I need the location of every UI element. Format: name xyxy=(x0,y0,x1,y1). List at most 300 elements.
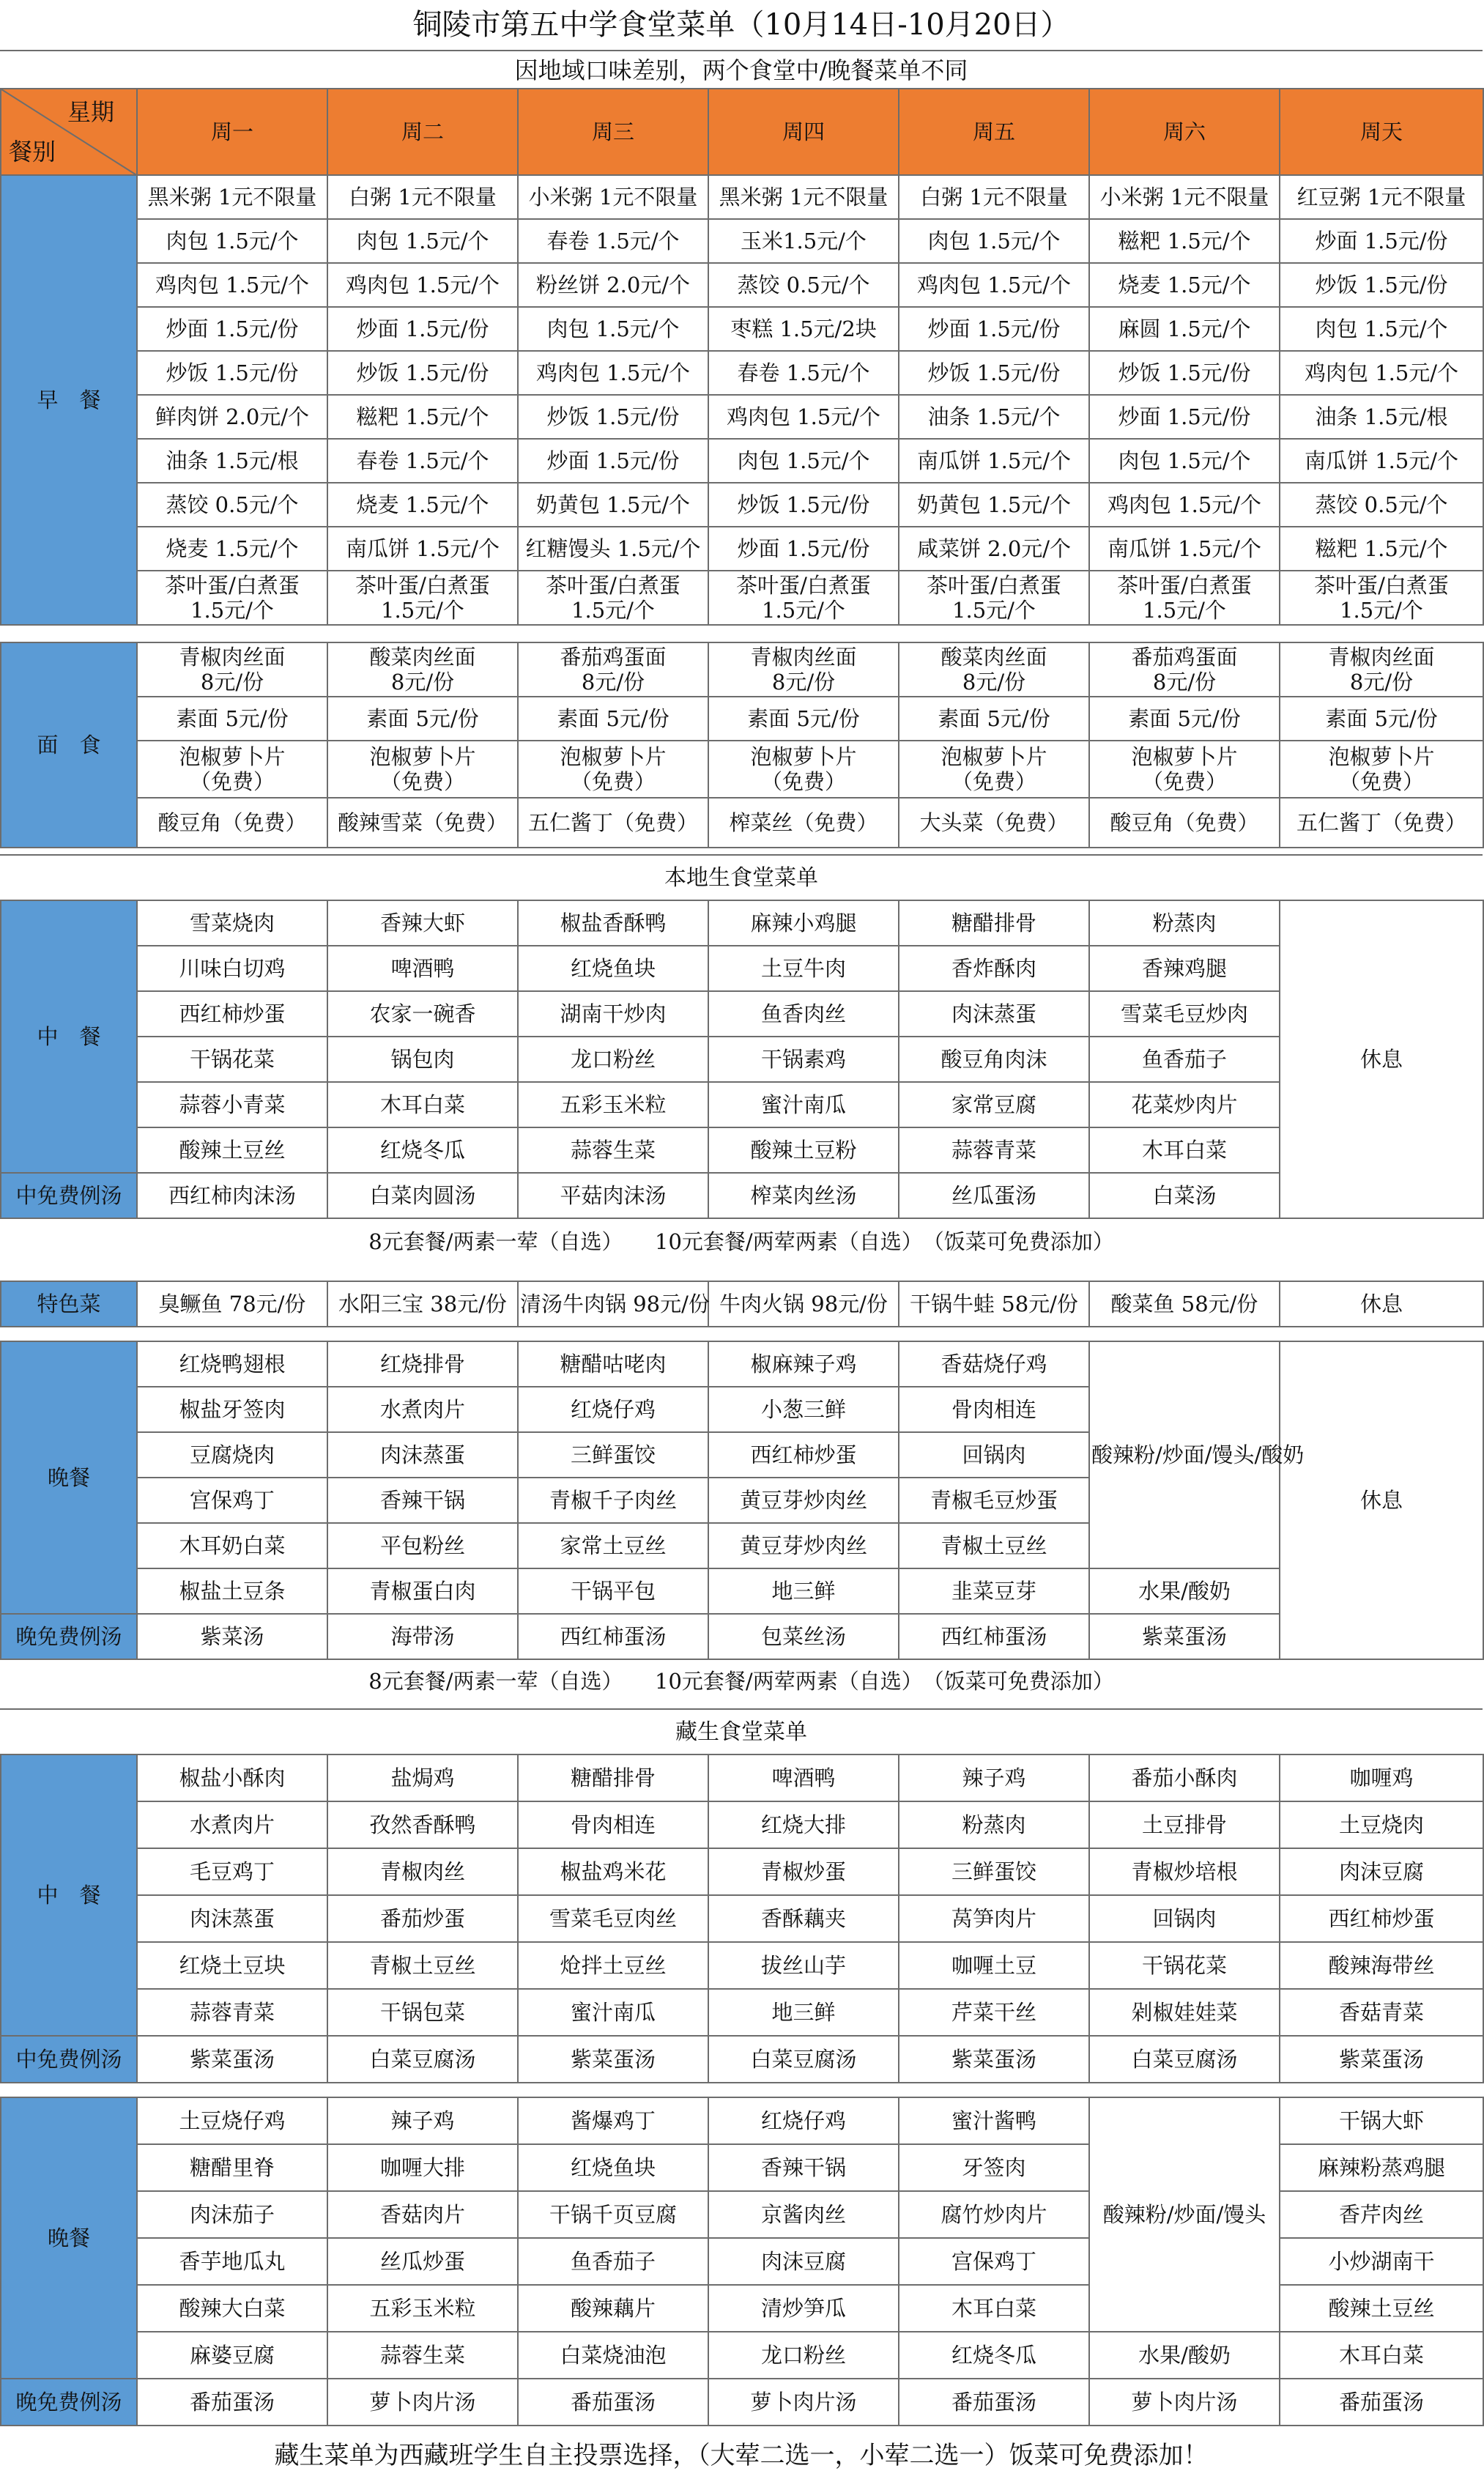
local-lunch-soup: 榨菜肉丝汤 xyxy=(708,1173,899,1218)
tibet-dinner-soup: 番茄蛋汤 xyxy=(137,2379,327,2426)
breakfast-egg-item xyxy=(1280,571,1483,625)
cell-line: 8元/份 xyxy=(1349,670,1414,694)
day-header: 周二 xyxy=(327,89,518,175)
cell-line: （免费） xyxy=(1141,769,1227,794)
noodle-item xyxy=(899,642,1089,697)
local-lunch-dish: 土豆牛肉 xyxy=(708,946,899,991)
breakfast-item: 糍粑 1.5元/个 xyxy=(1280,527,1483,571)
local-lunch-soup: 丝瓜蛋汤 xyxy=(899,1173,1089,1218)
local-dinner-soup: 紫菜蛋汤 xyxy=(1089,1614,1280,1659)
tibet-lunch-dish: 水煮肉片 xyxy=(137,1801,327,1848)
local-lunch-dish: 香辣鸡腿 xyxy=(1089,946,1280,991)
day-header: 周四 xyxy=(708,89,899,175)
tibet-dinner-dish: 肉沫茄子 xyxy=(137,2191,327,2238)
local-dinner-dish: 椒盐牙签肉 xyxy=(137,1387,327,1432)
tibet-lunch-dish: 酸辣海带丝 xyxy=(1280,1942,1483,1989)
tibet-lunch-dish: 肉沫蒸蛋 xyxy=(137,1895,327,1942)
local-dinner-dish: 地三鲜 xyxy=(708,1568,899,1614)
breakfast-item: 油条 1.5元/根 xyxy=(137,439,327,483)
local-lunch-dish: 蒜蓉生菜 xyxy=(518,1127,708,1173)
special-dish: 干锅牛蛙 58元/份 xyxy=(899,1281,1089,1327)
tibet-dinner-dish: 红烧冬瓜 xyxy=(899,2332,1089,2379)
local-dinner-dish: 红烧鸭翅根 xyxy=(137,1341,327,1387)
local-lunch-rest: 休息 xyxy=(1280,900,1483,1218)
breakfast-item: 枣糕 1.5元/2块 xyxy=(708,307,899,351)
local-canteen-heading: 本地生食堂菜单 xyxy=(0,854,1483,900)
breakfast-item: 咸菜饼 2.0元/个 xyxy=(899,527,1089,571)
tibet-lunch-dish: 雪菜毛豆肉丝 xyxy=(518,1895,708,1942)
cell-line: 1.5元/个 xyxy=(1340,598,1423,623)
breakfast-item: 蒸饺 0.5元/个 xyxy=(708,263,899,307)
cell-line: 青椒肉丝面 xyxy=(1328,645,1435,670)
day-header: 周三 xyxy=(518,89,708,175)
cell-line: 茶叶蛋/白煮蛋 xyxy=(1314,573,1449,598)
tibet-dinner-saturday-fruit: 水果/酸奶 xyxy=(1089,2332,1280,2379)
tibet-lunch-soup: 白菜豆腐汤 xyxy=(708,2036,899,2083)
local-dinner-dish: 青椒毛豆炒蛋 xyxy=(899,1478,1089,1523)
local-lunch-dish: 粉蒸肉 xyxy=(1089,900,1280,946)
breakfast-table xyxy=(0,88,1484,626)
local-dinner-soup: 紫菜汤 xyxy=(137,1614,327,1659)
noodle-item xyxy=(708,642,899,697)
cell-line: （免费） xyxy=(570,769,656,794)
tibet-dinner-dish: 香菇肉片 xyxy=(327,2191,518,2238)
local-lunch-dish: 香辣大虾 xyxy=(327,900,518,946)
local-dinner-dish: 肉沫蒸蛋 xyxy=(327,1432,518,1478)
plain-noodle-item: 素面 5元/份 xyxy=(1089,697,1280,741)
tibet-dinner-soup: 萝卜肉片汤 xyxy=(708,2379,899,2426)
local-dinner-dish: 家常土豆丝 xyxy=(518,1523,708,1568)
cell-line: 茶叶蛋/白煮蛋 xyxy=(165,573,300,598)
side-dish-item: 五仁酱丁（免费） xyxy=(518,798,708,848)
breakfast-item: 蒸饺 0.5元/个 xyxy=(137,483,327,527)
local-lunch-dish: 椒盐香酥鸭 xyxy=(518,900,708,946)
local-dinner-dish: 豆腐烧肉 xyxy=(137,1432,327,1478)
local-lunch-soup: 白菜汤 xyxy=(1089,1173,1280,1218)
tibet-lunch-dish: 土豆烧肉 xyxy=(1280,1801,1483,1848)
cell-line: 泡椒萝卜片 xyxy=(179,744,286,769)
breakfast-item: 炒饭 1.5元/份 xyxy=(899,351,1089,395)
tibet-dinner-dish: 蒜蓉生菜 xyxy=(327,2332,518,2379)
breakfast-item: 烧麦 1.5元/个 xyxy=(1089,263,1280,307)
side-dish-item: 酸辣雪菜（免费） xyxy=(327,798,518,848)
cell-line: （免费） xyxy=(1338,769,1424,794)
breakfast-item: 糍粑 1.5元/个 xyxy=(327,395,518,439)
cell-line: 1.5元/个 xyxy=(381,598,464,623)
cell-line: 1.5元/个 xyxy=(190,598,274,623)
tibet-lunch-dish: 粉蒸肉 xyxy=(899,1801,1089,1848)
special-dish: 臭鳜鱼 78元/份 xyxy=(137,1281,327,1327)
cell-line: 泡椒萝卜片 xyxy=(560,744,667,769)
tibet-lunch-table xyxy=(0,1754,1484,2083)
side-dish-item: 酸豆角（免费） xyxy=(137,798,327,848)
tibet-dinner-dish: 木耳白菜 xyxy=(1280,2332,1483,2379)
tibet-lunch-dish: 骨肉相连 xyxy=(518,1801,708,1848)
breakfast-egg-item xyxy=(1089,571,1280,625)
breakfast-item: 奶黄包 1.5元/个 xyxy=(518,483,708,527)
tibet-lunch-dish: 剁椒娃娃菜 xyxy=(1089,1989,1280,2036)
cell-line: 番茄鸡蛋面 xyxy=(1131,645,1238,670)
tibet-lunch-dish: 干锅包菜 xyxy=(327,1989,518,2036)
breakfast-item: 炒饭 1.5元/份 xyxy=(137,351,327,395)
cell-line: 茶叶蛋/白煮蛋 xyxy=(546,573,680,598)
tibet-lunch-dish: 椒盐小酥肉 xyxy=(137,1754,327,1801)
cell-line: 泡椒萝卜片 xyxy=(750,744,857,769)
local-lunch-dish: 鱼香茄子 xyxy=(1089,1037,1280,1082)
local-dinner-dish: 椒麻辣子鸡 xyxy=(708,1341,899,1387)
tibet-dinner-dish: 麻辣粉蒸鸡腿 xyxy=(1280,2144,1483,2191)
tibet-dinner-label: 晚餐 xyxy=(1,2097,137,2379)
breakfast-item: 炒面 1.5元/份 xyxy=(137,307,327,351)
local-lunch-dish: 川味白切鸡 xyxy=(137,946,327,991)
breakfast-item: 南瓜饼 1.5元/个 xyxy=(1089,527,1280,571)
pickle-item xyxy=(327,741,518,798)
local-lunch-soup-label: 中免费例汤 xyxy=(1,1173,137,1218)
plain-noodle-item: 素面 5元/份 xyxy=(137,697,327,741)
local-lunch-dish: 干锅素鸡 xyxy=(708,1037,899,1082)
page-subtitle: 因地域口味差别，两个食堂中/晚餐菜单不同 xyxy=(0,50,1483,88)
breakfast-item: 鸡肉包 1.5元/个 xyxy=(1280,351,1483,395)
local-dinner-dish: 平包粉丝 xyxy=(327,1523,518,1568)
local-dinner-dish: 椒盐土豆条 xyxy=(137,1568,327,1614)
breakfast-item: 麻圆 1.5元/个 xyxy=(1089,307,1280,351)
local-dinner-soup: 西红柿蛋汤 xyxy=(518,1614,708,1659)
tibet-dinner-dish: 香辣干锅 xyxy=(708,2144,899,2191)
breakfast-item: 奶黄包 1.5元/个 xyxy=(899,483,1089,527)
tibet-dinner-soup: 番茄蛋汤 xyxy=(899,2379,1089,2426)
tibet-dinner-dish: 干锅千页豆腐 xyxy=(518,2191,708,2238)
tibet-dinner-dish: 土豆烧仔鸡 xyxy=(137,2097,327,2144)
tibet-dinner-dish: 丝瓜炒蛋 xyxy=(327,2238,518,2285)
breakfast-item: 肉包 1.5元/个 xyxy=(518,307,708,351)
breakfast-item: 鲜肉饼 2.0元/个 xyxy=(137,395,327,439)
cell-line: 酸菜肉丝面 xyxy=(941,645,1047,670)
local-dinner-dish: 香菇烧仔鸡 xyxy=(899,1341,1089,1387)
breakfast-item: 肉包 1.5元/个 xyxy=(1089,439,1280,483)
tibet-lunch-dish: 青椒炒蛋 xyxy=(708,1848,899,1895)
tibet-dinner-dish: 五彩玉米粒 xyxy=(327,2285,518,2332)
local-lunch-dish: 雪菜毛豆炒肉 xyxy=(1089,991,1280,1037)
tibet-lunch-soup: 紫菜蛋汤 xyxy=(1280,2036,1483,2083)
local-set-meal-note-2: 8元套餐/两素一荤（自选） 10元套餐/两荤两素（自选） （饭菜可免费添加） xyxy=(368,1669,1114,1694)
local-lunch-soup: 平菇肉沫汤 xyxy=(518,1173,708,1218)
breakfast-item: 炒饭 1.5元/份 xyxy=(327,351,518,395)
breakfast-item: 油条 1.5元/个 xyxy=(899,395,1089,439)
tibet-dinner-dish: 龙口粉丝 xyxy=(708,2332,899,2379)
local-lunch-dish: 五彩玉米粒 xyxy=(518,1082,708,1127)
tibet-lunch-dish: 土豆排骨 xyxy=(1089,1801,1280,1848)
tibet-lunch-dish: 孜然香酥鸭 xyxy=(327,1801,518,1848)
tibet-lunch-dish: 青椒肉丝 xyxy=(327,1848,518,1895)
tibet-dinner-dish: 酸辣大白菜 xyxy=(137,2285,327,2332)
pickle-item xyxy=(1089,741,1280,798)
local-lunch-dish: 啤酒鸭 xyxy=(327,946,518,991)
tibet-dinner-table xyxy=(0,2097,1484,2426)
local-lunch-dish: 酸辣土豆粉 xyxy=(708,1127,899,1173)
breakfast-egg-item xyxy=(137,571,327,625)
plain-noodle-item: 素面 5元/份 xyxy=(899,697,1089,741)
cell-line: 8元/份 xyxy=(1152,670,1217,694)
local-dinner-dish: 香辣干锅 xyxy=(327,1478,518,1523)
noodle-item xyxy=(1089,642,1280,697)
tibet-lunch-soup-label: 中免费例汤 xyxy=(1,2036,137,2083)
local-dinner-dish: 青椒千子肉丝 xyxy=(518,1478,708,1523)
local-lunch-soup: 白菜肉圆汤 xyxy=(327,1173,518,1218)
breakfast-egg-item xyxy=(327,571,518,625)
local-lunch-dish: 蒜蓉青菜 xyxy=(899,1127,1089,1173)
local-dinner-dish: 韭菜豆芽 xyxy=(899,1568,1089,1614)
local-dinner-soup: 西红柿蛋汤 xyxy=(899,1614,1089,1659)
cell-line: 泡椒萝卜片 xyxy=(1131,744,1238,769)
cell-line: （免费） xyxy=(760,769,846,794)
tibet-dinner-dish: 木耳白菜 xyxy=(899,2285,1089,2332)
tibet-lunch-soup: 紫菜蛋汤 xyxy=(137,2036,327,2083)
tibet-lunch-dish: 毛豆鸡丁 xyxy=(137,1848,327,1895)
tibet-lunch-dish: 干锅花菜 xyxy=(1089,1942,1280,1989)
tibet-dinner-dish: 白菜烧油泡 xyxy=(518,2332,708,2379)
tibet-lunch-dish: 青椒土豆丝 xyxy=(327,1942,518,1989)
tibet-dinner-dish: 红烧仔鸡 xyxy=(708,2097,899,2144)
cell-line: 1.5元/个 xyxy=(1143,598,1226,623)
local-lunch-dish: 肉沫蒸蛋 xyxy=(899,991,1089,1037)
local-lunch-dish: 木耳白菜 xyxy=(327,1082,518,1127)
tibet-lunch-dish: 香菇青菜 xyxy=(1280,1989,1483,2036)
header-corner xyxy=(1,89,137,175)
tibet-lunch-dish: 啤酒鸭 xyxy=(708,1754,899,1801)
cell-line: 8元/份 xyxy=(771,670,836,694)
cell-line: 番茄鸡蛋面 xyxy=(560,645,667,670)
cell-line: 茶叶蛋/白煮蛋 xyxy=(927,573,1061,598)
breakfast-item: 肉包 1.5元/个 xyxy=(708,439,899,483)
breakfast-item: 炒饭 1.5元/份 xyxy=(1089,351,1280,395)
local-lunch-dish: 花菜炒肉片 xyxy=(1089,1082,1280,1127)
tibet-canteen-heading: 藏生食堂菜单 xyxy=(0,1708,1483,1754)
breakfast-item: 南瓜饼 1.5元/个 xyxy=(327,527,518,571)
cell-line: 1.5元/个 xyxy=(952,598,1036,623)
tibet-lunch-dish: 拔丝山芋 xyxy=(708,1942,899,1989)
corner-weekday-label: 星期 xyxy=(67,98,114,126)
noodle-item xyxy=(1280,642,1483,697)
tibet-lunch-dish: 盐焗鸡 xyxy=(327,1754,518,1801)
local-dinner-dish: 西红柿炒蛋 xyxy=(708,1432,899,1478)
local-dinner-dish: 回锅肉 xyxy=(899,1432,1089,1478)
local-set-meal-note: 8元套餐/两素一荤（自选） 10元套餐/两荤两素（自选） （饭菜可免费添加） xyxy=(368,1229,1114,1254)
tibet-dinner-dish: 咖喱大排 xyxy=(327,2144,518,2191)
breakfast-item: 炒面 1.5元/份 xyxy=(1089,395,1280,439)
cell-line: 青椒肉丝面 xyxy=(179,645,286,670)
local-lunch-soup: 西红柿肉沫汤 xyxy=(137,1173,327,1218)
tibet-lunch-dish: 椒盐鸡米花 xyxy=(518,1848,708,1895)
noodle-table xyxy=(0,642,1484,848)
specials-table xyxy=(0,1281,1484,1327)
local-dinner-dish: 糖醋咕咾肉 xyxy=(518,1341,708,1387)
local-lunch-dish: 红烧冬瓜 xyxy=(327,1127,518,1173)
cell-line: 8元/份 xyxy=(581,670,645,694)
tibet-lunch-dish: 糖醋排骨 xyxy=(518,1754,708,1801)
tibet-lunch-dish: 三鲜蛋饺 xyxy=(899,1848,1089,1895)
day-header: 周六 xyxy=(1089,89,1280,175)
breakfast-item: 炒面 1.5元/份 xyxy=(708,527,899,571)
cell-line: 酸菜肉丝面 xyxy=(369,645,476,670)
local-dinner-dish: 青椒土豆丝 xyxy=(899,1523,1089,1568)
day-header: 周天 xyxy=(1280,89,1483,175)
special-dish: 酸菜鱼 58元/份 xyxy=(1089,1281,1280,1327)
tibet-lunch-dish: 番茄炒蛋 xyxy=(327,1895,518,1942)
tibet-dinner-dish: 蜜汁酱鸭 xyxy=(899,2097,1089,2144)
plain-noodle-item: 素面 5元/份 xyxy=(518,697,708,741)
local-lunch-label: 中 餐 xyxy=(1,900,137,1173)
local-lunch-dish: 农家一碗香 xyxy=(327,991,518,1037)
pickle-item xyxy=(137,741,327,798)
local-lunch-dish: 鱼香肉丝 xyxy=(708,991,899,1037)
breakfast-item: 红糖馒头 1.5元/个 xyxy=(518,527,708,571)
day-header: 周一 xyxy=(137,89,327,175)
tibet-lunch-label: 中 餐 xyxy=(1,1754,137,2036)
tibet-dinner-soup: 番茄蛋汤 xyxy=(1280,2379,1483,2426)
breakfast-item: 鸡肉包 1.5元/个 xyxy=(327,263,518,307)
tibet-lunch-dish: 咖喱土豆 xyxy=(899,1942,1089,1989)
local-dinner-soup: 包菜丝汤 xyxy=(708,1614,899,1659)
tibet-lunch-soup: 紫菜蛋汤 xyxy=(899,2036,1089,2083)
local-lunch-dish: 西红柿炒蛋 xyxy=(137,991,327,1037)
local-dinner-label: 晚餐 xyxy=(1,1341,137,1614)
tibet-lunch-dish: 蒜蓉青菜 xyxy=(137,1989,327,2036)
cell-line: 青椒肉丝面 xyxy=(750,645,857,670)
tibet-dinner-dish: 清炒笋瓜 xyxy=(708,2285,899,2332)
tibet-lunch-dish: 香酥藕夹 xyxy=(708,1895,899,1942)
footer-note: 藏生菜单为西藏班学生自主投票选择，（大荤二选一，小荤二选一）饭菜可免费添加！ xyxy=(274,2441,1209,2470)
corner-meal-label: 餐别 xyxy=(9,138,56,166)
cell-line: （免费） xyxy=(379,769,465,794)
tibet-lunch-dish: 番茄小酥肉 xyxy=(1089,1754,1280,1801)
breakfast-item: 白粥 1元不限量 xyxy=(327,175,518,219)
tibet-dinner-dish: 干锅大虾 xyxy=(1280,2097,1483,2144)
side-dish-item: 榨菜丝（免费） xyxy=(708,798,899,848)
tibet-dinner-dish: 京酱肉丝 xyxy=(708,2191,899,2238)
day-header: 周五 xyxy=(899,89,1089,175)
tibet-lunch-dish: 青椒炒培根 xyxy=(1089,1848,1280,1895)
side-dish-item: 五仁酱丁（免费） xyxy=(1280,798,1483,848)
tibet-lunch-dish: 辣子鸡 xyxy=(899,1754,1089,1801)
special-dish: 清汤牛肉锅 98元/份 xyxy=(518,1281,708,1327)
tibet-lunch-dish: 回锅肉 xyxy=(1089,1895,1280,1942)
breakfast-item: 肉包 1.5元/个 xyxy=(327,219,518,263)
breakfast-item: 炒饭 1.5元/份 xyxy=(708,483,899,527)
tibet-dinner-dish: 肉沫豆腐 xyxy=(708,2238,899,2285)
local-lunch-dish: 木耳白菜 xyxy=(1089,1127,1280,1173)
tibet-dinner-dish: 宫保鸡丁 xyxy=(899,2238,1089,2285)
tibet-lunch-dish: 炝拌土豆丝 xyxy=(518,1942,708,1989)
noodle-item xyxy=(518,642,708,697)
tibet-dinner-dish: 香芋地瓜丸 xyxy=(137,2238,327,2285)
local-dinner-dish: 宫保鸡丁 xyxy=(137,1478,327,1523)
pickle-item xyxy=(708,741,899,798)
plain-noodle-item: 素面 5元/份 xyxy=(708,697,899,741)
cell-line: 1.5元/个 xyxy=(571,598,655,623)
tibet-dinner-dish: 麻婆豆腐 xyxy=(137,2332,327,2379)
breakfast-item: 糍粑 1.5元/个 xyxy=(1089,219,1280,263)
local-dinner-dish: 干锅平包 xyxy=(518,1568,708,1614)
breakfast-item: 玉米1.5元/个 xyxy=(708,219,899,263)
local-lunch-dish: 蜜汁南瓜 xyxy=(708,1082,899,1127)
tibet-lunch-dish: 红烧土豆块 xyxy=(137,1942,327,1989)
local-lunch-dish: 糖醋排骨 xyxy=(899,900,1089,946)
breakfast-item: 肉包 1.5元/个 xyxy=(137,219,327,263)
specials-rest: 休息 xyxy=(1280,1281,1483,1327)
breakfast-item: 粉丝饼 2.0元/个 xyxy=(518,263,708,307)
tibet-dinner-dish: 鱼香茄子 xyxy=(518,2238,708,2285)
local-dinner-dish: 红烧排骨 xyxy=(327,1341,518,1387)
cell-line: 泡椒萝卜片 xyxy=(941,744,1047,769)
breakfast-item: 炒饭 1.5元/份 xyxy=(518,395,708,439)
cell-line: 茶叶蛋/白煮蛋 xyxy=(1117,573,1252,598)
local-dinner-soup-label: 晚免费例汤 xyxy=(1,1614,137,1659)
local-dinner-soup: 海带汤 xyxy=(327,1614,518,1659)
tibet-dinner-soup-label: 晚免费例汤 xyxy=(1,2379,137,2426)
cell-line: 1.5元/个 xyxy=(762,598,845,623)
tibet-dinner-soup: 萝卜肉片汤 xyxy=(1089,2379,1280,2426)
breakfast-item: 南瓜饼 1.5元/个 xyxy=(1280,439,1483,483)
local-lunch-dish: 酸辣土豆丝 xyxy=(137,1127,327,1173)
breakfast-egg-item xyxy=(518,571,708,625)
breakfast-item: 烧麦 1.5元/个 xyxy=(137,527,327,571)
breakfast-item: 鸡肉包 1.5元/个 xyxy=(137,263,327,307)
local-dinner-dish: 木耳奶白菜 xyxy=(137,1523,327,1568)
pickle-item xyxy=(518,741,708,798)
cell-line: 泡椒萝卜片 xyxy=(1328,744,1435,769)
local-dinner-dish: 水煮肉片 xyxy=(327,1387,518,1432)
cell-line: 茶叶蛋/白煮蛋 xyxy=(736,573,871,598)
local-dinner-dish: 黄豆芽炒肉丝 xyxy=(708,1478,899,1523)
tibet-dinner-soup: 萝卜肉片汤 xyxy=(327,2379,518,2426)
tibet-dinner-dish: 红烧鱼块 xyxy=(518,2144,708,2191)
local-lunch-dish: 香炸酥肉 xyxy=(899,946,1089,991)
cell-line: 茶叶蛋/白煮蛋 xyxy=(355,573,490,598)
pickle-item xyxy=(1280,741,1483,798)
local-lunch-dish: 干锅花菜 xyxy=(137,1037,327,1082)
cell-line: 8元/份 xyxy=(962,670,1026,694)
breakfast-item: 春卷 1.5元/个 xyxy=(327,439,518,483)
local-lunch-dish: 雪菜烧肉 xyxy=(137,900,327,946)
tibet-dinner-dish: 辣子鸡 xyxy=(327,2097,518,2144)
breakfast-item: 肉包 1.5元/个 xyxy=(1280,307,1483,351)
breakfast-item: 红豆粥 1元不限量 xyxy=(1280,175,1483,219)
local-lunch-dish: 家常豆腐 xyxy=(899,1082,1089,1127)
local-lunch-dish: 麻辣小鸡腿 xyxy=(708,900,899,946)
tibet-lunch-dish: 地三鲜 xyxy=(708,1989,899,2036)
tibet-dinner-dish: 小炒湖南干 xyxy=(1280,2238,1483,2285)
noodle-item xyxy=(137,642,327,697)
tibet-lunch-dish: 肉沫豆腐 xyxy=(1280,1848,1483,1895)
tibet-lunch-dish: 芹菜干丝 xyxy=(899,1989,1089,2036)
breakfast-item: 鸡肉包 1.5元/个 xyxy=(1089,483,1280,527)
cell-line: 8元/份 xyxy=(390,670,455,694)
page-title: 铜陵市第五中学食堂菜单（10月14日-10月20日） xyxy=(412,8,1070,42)
tibet-lunch-soup: 白菜豆腐汤 xyxy=(327,2036,518,2083)
tibet-lunch-dish: 西红柿炒蛋 xyxy=(1280,1895,1483,1942)
local-dinner-dish: 三鲜蛋饺 xyxy=(518,1432,708,1478)
tibet-lunch-soup: 紫菜蛋汤 xyxy=(518,2036,708,2083)
breakfast-item: 春卷 1.5元/个 xyxy=(708,351,899,395)
noodle-item xyxy=(327,642,518,697)
side-dish-item: 大头菜（免费） xyxy=(899,798,1089,848)
local-lunch-dish: 酸豆角肉沫 xyxy=(899,1037,1089,1082)
tibet-dinner-dish: 牙签肉 xyxy=(899,2144,1089,2191)
breakfast-item: 炒面 1.5元/份 xyxy=(1280,219,1483,263)
tibet-dinner-dish: 糖醋里脊 xyxy=(137,2144,327,2191)
tibet-dinner-soup: 番茄蛋汤 xyxy=(518,2379,708,2426)
special-dish: 水阳三宝 38元/份 xyxy=(327,1281,518,1327)
